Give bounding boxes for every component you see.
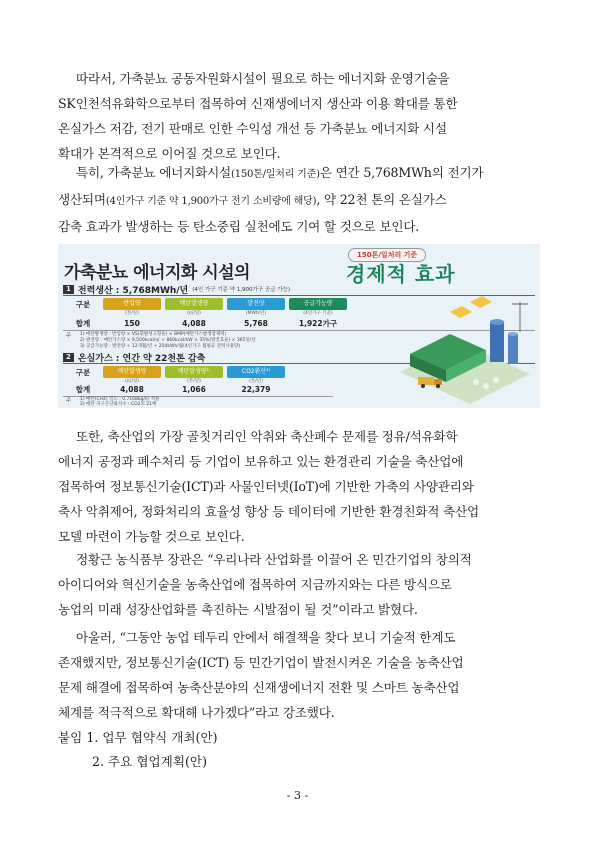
footnote: 1) 메탄발생량 : 반입량 × VS(휘발성고형물) × BMP(메탄가스발생잠재력) [80, 332, 227, 337]
infographic-title: 가축분뇨 에너지화 시설의 [64, 263, 250, 283]
text-line: SK인천석유화학으로부터 접목하여 신재생에너지 생산과 이용 확대를 통한 [58, 96, 458, 111]
section-power: 1 전력생산 : 5,768MWh/년 (4인 가구 기준 약 1,900가구 공급 가능) [63, 284, 290, 294]
tank [508, 334, 518, 364]
table1-unit-row: (톤/일) (㎥/일) (MWh/년) (4인가구 기준) [125, 311, 333, 316]
facility-illustration [390, 282, 538, 406]
text-line: 농업의 미래 성장산업화를 촉진하는 시발점이 될 것”이라고 밝혔다. [58, 602, 418, 617]
text-line: 온실가스 저감, 전기 판매로 인한 수익성 개선 등 가축분뇨 에너지화 시설 [58, 121, 447, 136]
section-ghg: 2 온실가스 : 연간 약 22천톤 감축 [63, 352, 205, 362]
solar-panel [450, 306, 472, 318]
cow [493, 377, 499, 383]
text-line: 아이디어와 혁신기술을 농축산업에 접목하여 지금까지와는 다른 방식으로 [58, 577, 452, 592]
text-line: 체계를 적극적으로 확대해 나가겠다”라고 강조했다. [58, 705, 335, 720]
text-line: 축사 악취제어, 정화처리의 효율성 향상 등 데이터에 기반한 환경친화적 축산업 [58, 504, 479, 519]
paragraph-3 [58, 424, 540, 549]
attachments [58, 726, 218, 774]
infographic-highlight: 경제적 효과 [346, 262, 456, 286]
text-line: 확대가 본격적으로 이어질 것으로 보인다. [58, 146, 281, 161]
table2-header-row: 구분 메탄발생량 메탄발생량¹⁾ CO2환산²⁾ [63, 366, 289, 378]
table2-unit-row: (㎥/일) (톤/일) (톤/년) [125, 379, 263, 384]
attachment-item: 붙임 1. 업무 협약식 개최(안) [58, 730, 218, 745]
paragraph-5 [58, 625, 540, 725]
table2-total-row: 합계 4,088 1,066 22,379 [75, 384, 271, 394]
text-line: 따라서, 가축분뇨 공동자원화시설이 필요로 하는 에너지화 운영기술을 [76, 71, 450, 86]
page-number: - 3 - [286, 789, 309, 802]
paragraph-1 [58, 66, 540, 166]
footnote: 2) 메탄 지구온난화지수 : CO2의 21배 [80, 402, 157, 407]
text-line: 접목하여 정보통신기술(ICT)과 사물인터넷(IoT)에 기반한 가축의 사양관리와 [58, 479, 474, 494]
text-line: 존재했지만, 정보통신기술(ICT) 등 민간기업이 발전시켜온 기술을 농축산업 [58, 655, 464, 670]
text-line: 감축 효과가 발생하는 등 탄소중립 실천에도 기여 할 것으로 보인다. [58, 219, 420, 234]
text-line: 문제 해결에 접목하여 농축산분야의 신재생에너지 전환 및 스마트 농축산업 [58, 680, 460, 695]
footnote-mark: 주 [66, 333, 72, 339]
text-line: 정황근 농식품부 장관은 “우리나라 산업화를 이끌어 온 민간기업의 창의적 [76, 552, 472, 567]
attachment-item: 2. 주요 협업계획(안) [92, 754, 208, 769]
text-line: 생산되며(4인가구 기준 약 1,900가구 전기 소비량에 해당), 약 22천 톤의 온실가스 [58, 192, 447, 207]
solar-panel [470, 296, 492, 308]
basis-badge: 150톤/일처리 기준 [348, 248, 426, 262]
text-line: 또한, 축산업의 가장 골칫거리인 악취와 축산폐수 문제를 정유/석유화학 [76, 429, 458, 444]
paragraph-4 [58, 547, 540, 622]
footnote: 3) 공급가능량 : 발전량 ÷ 12개월/년 ÷ 250kWh/월(4인가구 월평균 전력사용량) [80, 344, 241, 349]
table1-total-row: 합계 150 4,088 5,768 1,922가구 [75, 318, 338, 328]
cow [483, 383, 489, 389]
footnote: 1) 메탄(CH4) 밀도 : 0.7168kg/㎥ 적용 [80, 397, 160, 402]
tank [490, 322, 504, 362]
truck [418, 377, 434, 385]
footnote-mark: 주 [66, 398, 72, 404]
text-line: 특히, 가축분뇨 에너지화시설(150톤/일처리 기준)은 연간 5,768MWh의 전기가 [76, 165, 484, 180]
text-line: 모델 마련이 가능할 것으로 보인다. [58, 529, 245, 544]
text-line: 아울러, “그동안 농업 테두리 안에서 해결책을 찾다 보니 기술적 한계도 [76, 630, 456, 645]
footnote: 2) 발전량 : 메탄가스량 × 9,500kcal/㎥ ÷ 860kcal/kW × 35%(발전효율) × 365일/년 [80, 338, 256, 343]
table1-header-row: 구분 반입량 메탄발생량 발전량 공급가능량 [63, 298, 351, 310]
paragraph-2 [58, 160, 540, 239]
cow [473, 379, 479, 385]
economic-effect-infographic [58, 244, 540, 408]
text-line: 에너지 공정과 폐수처리 등 기업이 보유하고 있는 환경관리 기술을 축산업에 [58, 454, 464, 469]
